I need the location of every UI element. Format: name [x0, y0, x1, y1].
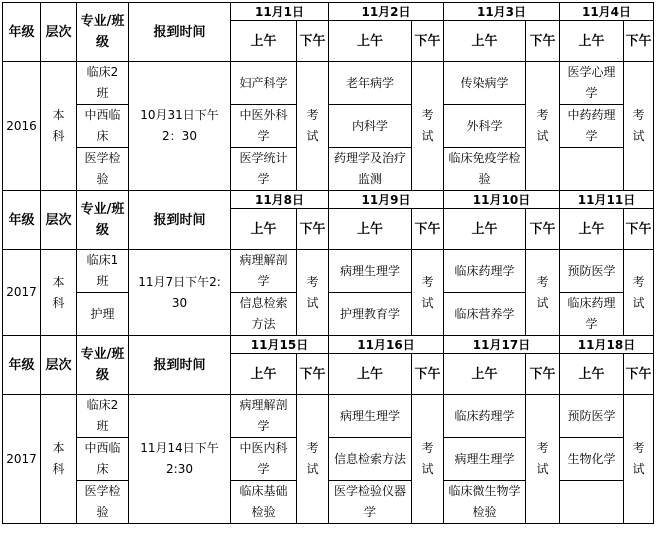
header-row-dates: [3, 191, 654, 209]
am-subject-cell: 病理解剖学: [231, 250, 297, 293]
header-am: 上午: [560, 209, 624, 250]
header-date: 11月4日: [560, 3, 654, 21]
am-subject-cell: 护理教育学: [329, 293, 412, 336]
header-row-dates: [3, 336, 654, 354]
header-date: 11月15日: [231, 336, 329, 354]
am-subject-cell: 生物化学: [560, 438, 624, 481]
pm-exam-cell: 考试: [526, 62, 560, 191]
grade-cell: 2017: [3, 395, 41, 524]
header-am: 上午: [560, 21, 624, 62]
am-subject-cell: 临床药理学: [560, 293, 624, 336]
am-subject-cell: 预防医学: [560, 395, 624, 438]
am-subject-cell: 病理生理学: [329, 395, 412, 438]
pm-exam-cell: 考试: [624, 395, 654, 524]
major-class-cell: 中西临床: [77, 105, 129, 148]
header-date: 11月1日: [231, 3, 329, 21]
header-level: 层次: [41, 336, 77, 395]
header-date: 11月10日: [444, 191, 560, 209]
header-pm: 下午: [624, 209, 654, 250]
am-subject-cell: 病理解剖学: [231, 395, 297, 438]
pm-exam-cell: 考试: [297, 395, 329, 524]
header-am: 上午: [444, 354, 526, 395]
header-pm: 下午: [526, 21, 560, 62]
pm-exam-cell: 考试: [297, 250, 329, 336]
am-subject-cell: 医学心理学: [560, 62, 624, 105]
am-subject-cell: 医学检验仪器学: [329, 481, 412, 524]
header-pm: 下午: [412, 354, 444, 395]
pm-exam-cell: 考试: [526, 395, 560, 524]
header-am: 上午: [329, 354, 412, 395]
header-report-time: 报到时间: [129, 336, 231, 395]
am-subject-cell: 信息检索方法: [329, 438, 412, 481]
am-subject-cell: 临床微生物学检验: [444, 481, 526, 524]
header-level: 层次: [41, 191, 77, 250]
header-major-class: 专业/班级: [77, 3, 129, 62]
am-subject-cell: 外科学: [444, 105, 526, 148]
header-row-dates: [3, 3, 654, 21]
pm-exam-cell: 考试: [412, 250, 444, 336]
am-subject-cell: 传染病学: [444, 62, 526, 105]
header-grade: 年级: [3, 336, 41, 395]
header-pm: 下午: [297, 354, 329, 395]
header-date: 11月17日: [444, 336, 560, 354]
header-grade: 年级: [3, 3, 41, 62]
am-subject-cell: 内科学: [329, 105, 412, 148]
am-subject-cell: 病理生理学: [444, 438, 526, 481]
major-class-cell: 临床1班: [77, 250, 129, 293]
am-subject-cell: 中药药理学: [560, 105, 624, 148]
am-subject-cell: 妇产科学: [231, 62, 297, 105]
header-major-class: 专业/班级: [77, 336, 129, 395]
am-subject-cell: 中医内科学: [231, 438, 297, 481]
report-time-cell: 11月7日下午2:30: [129, 250, 231, 336]
report-time-cell: 10月31日下午2：30: [129, 62, 231, 191]
am-subject-cell: 医学统计学: [231, 148, 297, 191]
header-pm: 下午: [624, 354, 654, 395]
pm-exam-cell: 考试: [526, 250, 560, 336]
header-major-class: 专业/班级: [77, 191, 129, 250]
header-am: 上午: [231, 21, 297, 62]
level-cell: 本科: [41, 395, 77, 524]
major-class-cell: 中西临床: [77, 438, 129, 481]
header-report-time: 报到时间: [129, 191, 231, 250]
am-subject-cell: 临床药理学: [444, 395, 526, 438]
header-report-time: 报到时间: [129, 3, 231, 62]
major-class-cell: 医学检验: [77, 481, 129, 524]
grade-cell: 2016: [3, 62, 41, 191]
major-class-cell: 护理: [77, 293, 129, 336]
am-subject-cell: 老年病学: [329, 62, 412, 105]
level-cell: 本科: [41, 250, 77, 336]
pm-exam-cell: 考试: [297, 62, 329, 191]
am-subject-cell: 中医外科学: [231, 105, 297, 148]
header-am: 上午: [444, 21, 526, 62]
header-date: 11月3日: [444, 3, 560, 21]
header-date: 11月11日: [560, 191, 654, 209]
header-pm: 下午: [624, 21, 654, 62]
header-pm: 下午: [412, 209, 444, 250]
table-row: [3, 62, 654, 105]
pm-exam-cell: 考试: [624, 62, 654, 191]
header-am: 上午: [231, 354, 297, 395]
table-row: [3, 395, 654, 438]
header-grade: 年级: [3, 191, 41, 250]
level-cell: 本科: [41, 62, 77, 191]
grade-cell: 2017: [3, 250, 41, 336]
header-am: 上午: [329, 21, 412, 62]
header-pm: 下午: [526, 209, 560, 250]
header-level: 层次: [41, 3, 77, 62]
header-pm: 下午: [412, 21, 444, 62]
major-class-cell: 临床2班: [77, 395, 129, 438]
header-date: 11月9日: [329, 191, 444, 209]
pm-exam-cell: 考试: [412, 62, 444, 191]
am-subject-cell: 临床基础检验: [231, 481, 297, 524]
header-am: 上午: [560, 354, 624, 395]
header-pm: 下午: [297, 209, 329, 250]
am-subject-cell: [560, 148, 624, 191]
header-am: 上午: [329, 209, 412, 250]
table-row: [3, 250, 654, 293]
am-subject-cell: 病理生理学: [329, 250, 412, 293]
am-subject-cell: 信息检索方法: [231, 293, 297, 336]
header-pm: 下午: [526, 354, 560, 395]
am-subject-cell: 临床免疫学检验: [444, 148, 526, 191]
am-subject-cell: 临床营养学: [444, 293, 526, 336]
header-date: 11月8日: [231, 191, 329, 209]
header-am: 上午: [231, 209, 297, 250]
major-class-cell: 临床2班: [77, 62, 129, 105]
header-am: 上午: [444, 209, 526, 250]
am-subject-cell: 药理学及治疗监测: [329, 148, 412, 191]
am-subject-cell: 临床药理学: [444, 250, 526, 293]
report-time-cell: 11月14日下午2:30: [129, 395, 231, 524]
am-subject-cell: [560, 481, 624, 524]
header-pm: 下午: [297, 21, 329, 62]
am-subject-cell: 预防医学: [560, 250, 624, 293]
exam-schedule-table: [2, 2, 654, 524]
header-date: 11月2日: [329, 3, 444, 21]
header-date: 11月18日: [560, 336, 654, 354]
header-date: 11月16日: [329, 336, 444, 354]
major-class-cell: 医学检验: [77, 148, 129, 191]
pm-exam-cell: 考试: [624, 250, 654, 336]
pm-exam-cell: 考试: [412, 395, 444, 524]
